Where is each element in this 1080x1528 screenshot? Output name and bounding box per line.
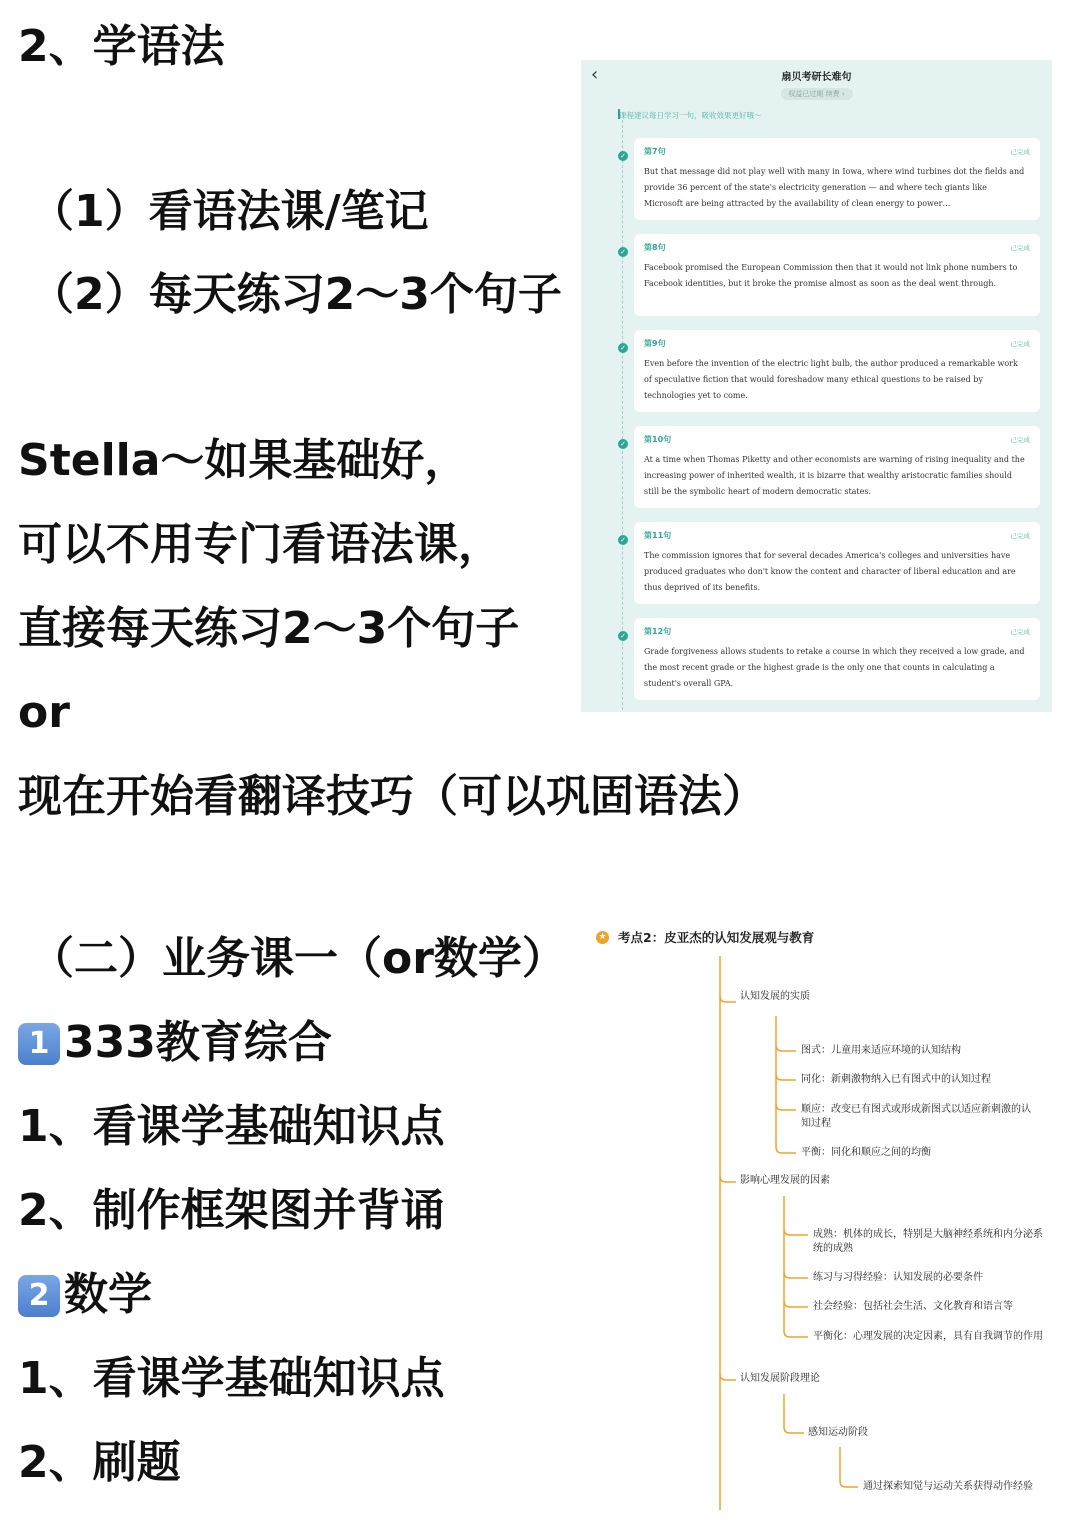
sentence-label: 第11句 <box>644 531 672 540</box>
mind-map-node: 认知发展的实质 <box>740 991 810 1002</box>
item-grammar-course: （1）看语法课/笔记 <box>30 186 429 237</box>
mind-map-node: 平衡：同化和顺应之间的均衡 <box>801 1147 931 1158</box>
heading-math-label: 数学 <box>64 1269 152 1320</box>
timeline-line <box>622 120 623 712</box>
sentence-label: 第7句 <box>644 147 666 156</box>
step-practice-problems: 2、刷题 <box>18 1437 181 1488</box>
item-daily-sentences: （2）每天练习2～3个句子 <box>30 269 562 320</box>
check-icon: ✓ <box>618 151 628 161</box>
heading-333-label: 333教育综合 <box>64 1017 332 1068</box>
star-icon: ★ <box>596 931 609 944</box>
status-badge: 已完成 <box>1010 436 1030 444</box>
app-title: 扇贝考研长难句 <box>781 72 852 83</box>
mind-map-connectors <box>588 920 1058 1512</box>
mind-map-title: 考点2：皮亚杰的认知发展观与教育 <box>618 930 815 945</box>
study-tip: 课程建议每日学习一句，吸收效果更好哦～ <box>619 111 762 120</box>
sentence-label: 第8句 <box>644 243 666 252</box>
back-chevron-icon[interactable]: ‹ <box>591 64 599 85</box>
status-badge: 已完成 <box>1010 532 1030 540</box>
mind-map <box>588 920 1058 1512</box>
sentence-card[interactable] <box>620 330 1040 412</box>
sentence-label: 第10句 <box>644 435 672 444</box>
step-watch-course-math: 1、看课学基础知识点 <box>18 1353 445 1404</box>
mind-map-node: 认知发展阶段理论 <box>740 1373 820 1384</box>
mind-map-node: 成熟：机体的成长，特别是大脑神经系统和内分泌系统的成熟 <box>813 1229 1043 1254</box>
mind-map-node: 同化：新刺激物纳入已有图式中的认知过程 <box>801 1074 991 1085</box>
mind-map-node: 平衡化：心理发展的决定因素，具有自我调节的作用 <box>813 1331 1043 1342</box>
sentence-label: 第9句 <box>644 339 666 348</box>
mind-map-node: 顺应：改变已有图式或形成新图式以适应新刺激的认知过程 <box>801 1104 1031 1129</box>
heading-math <box>18 1268 152 1322</box>
heading-professional-course: （二）业务课一（or数学） <box>30 933 566 984</box>
mind-map-node: 感知运动阶段 <box>808 1427 868 1438</box>
mind-map-node: 练习与习得经验：认知发展的必要条件 <box>813 1272 983 1283</box>
mind-map-node: 通过探索知觉与运动关系获得动作经验 <box>863 1481 1033 1492</box>
check-icon: ✓ <box>618 439 628 449</box>
sentence-text: At a time when Thomas Piketty and other economists are warning of rising inequality and the increasing power of inherited wealth, it is bizarre that wealthy aristocratic families should still be the symbolic heart of modern democratic states. <box>644 455 1025 496</box>
status-badge: 已完成 <box>1010 244 1030 252</box>
sentence-text: But that message did not play well with many in Iowa, where wind turbines dot the fields and provide 36 percent of the state's electricity generation — and where tech giants like Microsoft are being attracted by the availability of clean energy to power… <box>644 167 1025 208</box>
note-or: or <box>18 687 70 738</box>
status-badge: 已完成 <box>1010 628 1030 636</box>
check-icon: ✓ <box>618 535 628 545</box>
sentence-card[interactable] <box>620 138 1040 220</box>
sentence-text: Grade forgiveness allows students to retake a course in which they received a low grade, and the most recent grade or the highest grade is the only one that counts in calculating a student's overall GPA. <box>644 647 1025 688</box>
sentence-card[interactable] <box>620 234 1040 316</box>
sentence-card[interactable] <box>620 618 1040 700</box>
heading-333-education <box>18 1016 332 1070</box>
sentence-label: 第12句 <box>644 627 672 636</box>
status-badge: 已完成 <box>1010 148 1030 156</box>
app-screenshot <box>581 60 1052 712</box>
keycap-1-icon: 1 <box>18 1023 60 1065</box>
step-make-framework: 2、制作框架图并背诵 <box>18 1185 445 1236</box>
mind-map-node: 社会经验：包括社会生活、文化教育和语言等 <box>813 1301 1013 1312</box>
sentence-text: Facebook promised the European Commission then that it would not link phone numbers to Facebook identities, but it broke the promise almost as soon as the deal went through. <box>644 263 1018 288</box>
note-stella: Stella～如果基础好， <box>18 435 469 486</box>
keycap-2-icon: 2 <box>18 1275 60 1317</box>
mind-map-node: 影响心理发展的因素 <box>740 1175 830 1186</box>
sentence-text: Even before the invention of the electric light bulb, the author produced a remarkable work of speculative fiction that would foreshadow many ethical questions to be raised by technologies yet to come. <box>644 359 1018 400</box>
status-badge: 已完成 <box>1010 340 1030 348</box>
sentence-card[interactable] <box>620 426 1040 508</box>
sentence-card[interactable] <box>620 522 1040 604</box>
note-skip-course: 可以不用专门看语法课， <box>18 519 502 570</box>
step-watch-course: 1、看课学基础知识点 <box>18 1101 445 1152</box>
heading-learn-grammar: 2、学语法 <box>18 21 225 72</box>
check-icon: ✓ <box>618 247 628 257</box>
subscription-pill[interactable]: 权益已过期 续费 › <box>780 88 852 100</box>
check-icon: ✓ <box>618 631 628 641</box>
check-icon: ✓ <box>618 343 628 353</box>
note-direct-practice: 直接每天练习2～3个句子 <box>18 603 520 654</box>
note-translation-skills: 现在开始看翻译技巧（可以巩固语法） <box>18 771 766 822</box>
mind-map-node: 图式：儿童用来适应环境的认知结构 <box>801 1045 961 1056</box>
sentence-text: The commission ignores that for several decades America's colleges and universities have produced graduates who don't know the content and character of liberal education and are thus deprived of its benefits. <box>644 551 1016 592</box>
